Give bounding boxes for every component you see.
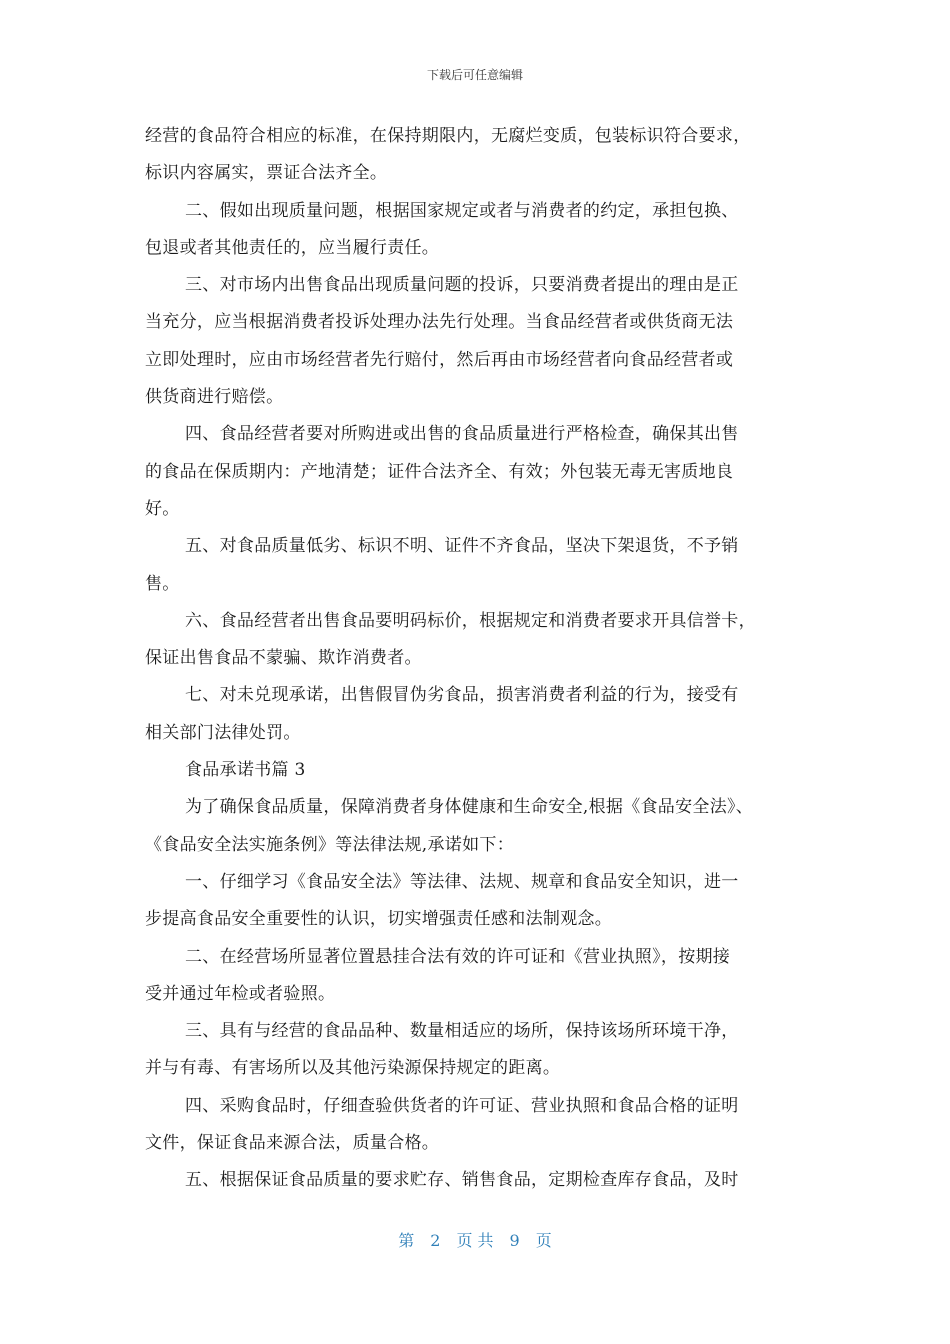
text-line: 相关部门法律处罚。	[145, 722, 301, 743]
footer-page-number: 2	[430, 1231, 441, 1250]
text-line: 四、食品经营者要对所购进或出售的食品质量进行严格检查，确保其出售	[185, 424, 739, 445]
page-footer	[0, 1228, 950, 1251]
text-line: 七、对未兑现承诺，出售假冒伪劣食品，损害消费者利益的行为，接受有	[185, 685, 739, 706]
footer-total-pages: 9	[509, 1231, 520, 1250]
text-line: 二、假如出现质量问题，根据国家规定或者与消费者的约定，承担包换、	[185, 200, 739, 221]
text-line: 包退或者其他责任的，应当履行责任。	[145, 237, 440, 258]
text-line: 经营的食品符合相应的标准，在保持期限内，无腐烂变质，包装标识符合要求，	[145, 126, 751, 146]
text-line: 售。	[145, 573, 180, 594]
text-line: 五、对食品质量低劣、标识不明、证件不齐食品，坚决下架退货，不予销	[185, 536, 739, 557]
text-line: 标识内容属实，票证合法齐全。	[145, 163, 388, 184]
text-line: 三、对市场内出售食品出现质量问题的投诉，只要消费者提出的理由是正	[185, 275, 739, 296]
text-line: 步提高食品安全重要性的认识，切实增强责任感和法制观念。	[145, 909, 613, 930]
text-line: 好。	[145, 498, 180, 519]
text-line: 立即处理时，应由市场经营者先行赔付，然后再由市场经营者向食品经营者或	[145, 349, 734, 370]
text-line: 受并通过年检或者验照。	[145, 983, 336, 1004]
text-line: 食品承诺书篇 3	[185, 760, 306, 781]
footer-suffix: 页	[535, 1231, 552, 1250]
text-line: 当充分，应当根据消费者投诉处理办法先行处理。当食品经营者或供货商无法	[145, 312, 734, 333]
text-line: 的食品在保质期内：产地清楚；证件合法齐全、有效；外包装无毒无害质地良	[145, 461, 734, 482]
page-header: 下载后可任意编辑	[426, 68, 523, 82]
text-line: 一、仔细学习《食品安全法》等法律、法规、规章和食品安全知识，进一	[185, 871, 739, 892]
text-line: 六、食品经营者出售食品要明码标价，根据规定和消费者要求开具信誉卡，	[185, 610, 756, 631]
text-line: 文件，保证食品来源合法，质量合格。	[145, 1133, 440, 1154]
footer-prefix: 第	[398, 1231, 415, 1250]
text-line: 二、在经营场所显著位置悬挂合法有效的许可证和《营业执照》，按期接	[185, 946, 731, 967]
text-line: 供货商进行赔偿。	[145, 387, 284, 408]
document-body	[145, 118, 810, 1200]
text-line: 四、采购食品时，仔细查验供货者的许可证、营业执照和食品合格的证明	[185, 1095, 739, 1116]
footer-middle: 页 共	[456, 1231, 494, 1250]
text-line: 三、具有与经营的食品品种、数量相适应的场所，保持该场所环境干净，	[185, 1021, 739, 1042]
text-line: 五、根据保证食品质量的要求贮存、销售食品，定期检查库存食品，及时	[185, 1170, 739, 1191]
text-line: 《食品安全法实施条例》等法律法规,承诺如下：	[145, 834, 515, 855]
text-line: 为了确保食品质量，保障消费者身体健康和生命安全,根据《食品安全法》、	[185, 797, 754, 818]
text-line: 并与有毒、有害场所以及其他污染源保持规定的距离。	[145, 1058, 561, 1079]
text-line: 保证出售食品不蒙骗、欺诈消费者。	[145, 648, 422, 669]
